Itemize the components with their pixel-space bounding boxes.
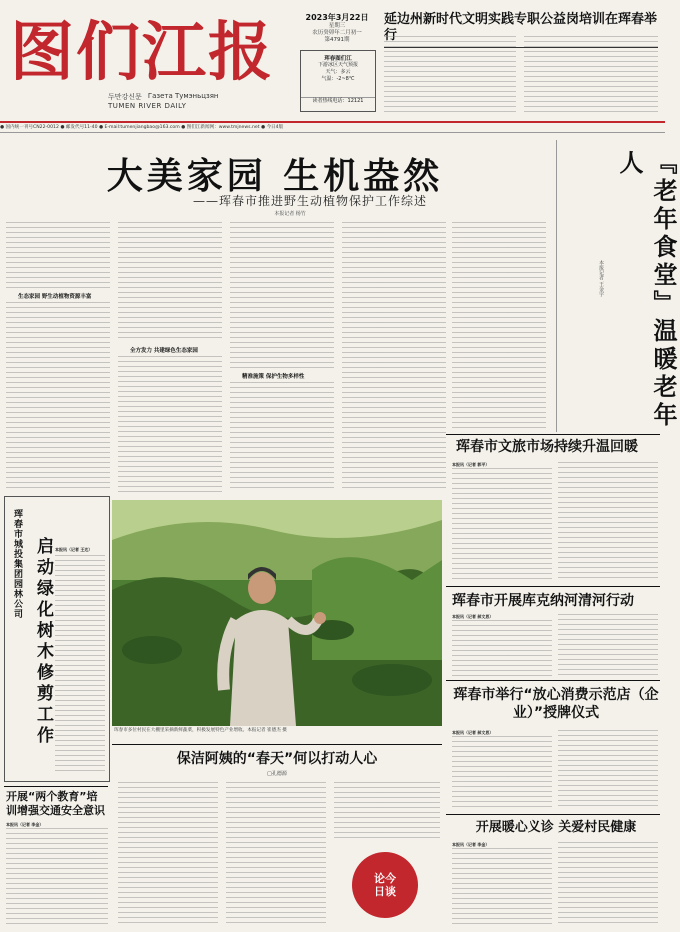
cleaner-commentary-col3 bbox=[334, 782, 440, 842]
newspaper-logo bbox=[8, 8, 274, 90]
elder-canteen-byline: 本报记者 王金宇 bbox=[598, 260, 604, 297]
section-rule bbox=[446, 814, 660, 815]
consumer-store-body-col1 bbox=[452, 736, 552, 810]
lead-body-col1 bbox=[6, 222, 110, 290]
weather-line: 气温：-2~8℃ bbox=[321, 76, 355, 82]
lead-section-heading: 生态家园 野生动植物资源丰富 bbox=[18, 294, 92, 300]
lead-body-col5 bbox=[452, 222, 546, 430]
issue-date: 2023年3月22日 bbox=[305, 13, 369, 22]
top-article-body-left bbox=[384, 36, 516, 114]
lead-byline: 本报记者 杨竹 bbox=[274, 211, 306, 217]
traffic-training-byline: 本报讯（记者 李金） bbox=[6, 822, 44, 827]
river-cleanup-body-col2 bbox=[558, 614, 658, 676]
lead-body-col4 bbox=[342, 222, 446, 492]
consumer-store-headline: 珲春市举行“放心消费示范店（企业）”授牌仪式 bbox=[453, 687, 659, 721]
news-photo bbox=[112, 500, 442, 726]
issue-number: 第4791期 bbox=[324, 37, 350, 43]
sub-korean: 두만강신문 bbox=[108, 93, 142, 101]
lead-body-col3b bbox=[230, 382, 334, 492]
tourism-market-body-col1 bbox=[452, 468, 552, 582]
section-rule bbox=[4, 786, 108, 787]
lead-body-col1b bbox=[6, 302, 110, 492]
section-rule bbox=[112, 744, 442, 745]
weekday: 星期三 bbox=[328, 23, 346, 29]
top-article-body-right bbox=[524, 36, 658, 114]
photo-caption: 珲春市多位村民在大棚里采摘新鲜蔬菜，积极发展特色产业增收。本报记者 崔德杰 摄 bbox=[114, 728, 287, 733]
sub-english: TUMEN RIVER DAILY bbox=[108, 102, 187, 110]
river-cleanup-byline: 本报讯（记者 郝文思） bbox=[452, 614, 494, 619]
info-bar: ● 国内统一刊号CN22-0012 ● 邮发代号11-40 ● E-mail:tumenjiangbao@163.com ● 图们江新闻网：www.tmjnews.net ● 今日4版 bbox=[0, 121, 665, 133]
river-cleanup-headline: 珲春市开展库克纳河清河行动 bbox=[452, 593, 634, 609]
lead-headline: 大美家园 生机盎然 bbox=[106, 156, 444, 197]
logo-text: 图们江报 bbox=[10, 15, 274, 90]
river-cleanup-body-col1 bbox=[452, 620, 552, 676]
medical-clinic-body-col2 bbox=[558, 842, 658, 926]
masthead bbox=[0, 0, 665, 118]
lead-subheadline: ——珲春市推进野生动植物保护工作综述 bbox=[192, 194, 427, 208]
section-rule bbox=[446, 586, 660, 587]
lead-body-col2b bbox=[118, 356, 222, 492]
medical-clinic-body-col1 bbox=[452, 848, 552, 926]
stamp-text: 论今日谈 bbox=[374, 872, 396, 898]
cleaner-commentary-col1 bbox=[118, 782, 218, 926]
greening-source: 珲春市城投集团园林公司 bbox=[12, 509, 22, 619]
hotline: 读者热线电话：12121 bbox=[301, 97, 375, 105]
traffic-training-body bbox=[6, 828, 108, 926]
tourism-market-byline: 本报讯（记者 郭平） bbox=[452, 462, 490, 467]
lunar-date: 农历癸卯年二月初一 bbox=[312, 30, 362, 36]
section-rule bbox=[446, 680, 660, 681]
lead-body-col3 bbox=[230, 222, 334, 370]
lead-section-heading: 全方发力 共建绿色生态家园 bbox=[130, 348, 198, 354]
column-divider bbox=[556, 140, 557, 432]
elder-canteen-headline: 『老年食堂』温暖老年人 bbox=[615, 150, 677, 430]
top-headline: 延边州新时代文明实践专职公益岗培训在珲春举行 bbox=[384, 12, 658, 48]
sub-cyrillic: Газета Тумэньцзян bbox=[147, 92, 219, 100]
weather-box bbox=[300, 50, 376, 112]
cleaner-commentary-byline: □孔德源 bbox=[267, 771, 287, 777]
masthead-subtitles bbox=[108, 92, 288, 110]
weather-line: 下游冰区天气预报 bbox=[317, 62, 358, 68]
commentary-stamp bbox=[352, 852, 418, 918]
consumer-store-body-col2 bbox=[558, 730, 658, 810]
greening-box bbox=[4, 496, 110, 782]
greening-headline: 启动绿化树木修剪工作 bbox=[33, 537, 53, 747]
section-rule bbox=[446, 434, 660, 435]
date-block bbox=[300, 12, 374, 44]
weather-line: 天气：多云 bbox=[325, 69, 351, 75]
tourism-market-headline: 珲春市文旅市场持续升温回暖 bbox=[456, 439, 638, 455]
lead-section-heading: 精准施策 保护生物多样性 bbox=[242, 374, 305, 380]
medical-clinic-byline: 本报讯（记者 李金） bbox=[452, 842, 490, 847]
cleaner-commentary-col2 bbox=[226, 782, 326, 926]
weather-title: 珲春图们江 bbox=[324, 56, 352, 62]
greening-byline: 本报讯（记者 王达） bbox=[55, 547, 93, 552]
lead-body-col2 bbox=[118, 222, 222, 342]
greening-body bbox=[55, 555, 105, 775]
tourism-market-body-col2 bbox=[558, 462, 658, 582]
consumer-store-byline: 本报讯（记者 郝文思） bbox=[452, 730, 494, 735]
traffic-training-headline: 开展“两个教育”培训增强交通安全意识 bbox=[6, 790, 105, 817]
greenhouse-photo-illustration bbox=[112, 500, 442, 726]
medical-clinic-headline: 开展暖心义诊 关爱村民健康 bbox=[475, 820, 637, 835]
cleaner-commentary-headline: 保洁阿姨的“春天”何以打动人心 bbox=[176, 751, 378, 767]
